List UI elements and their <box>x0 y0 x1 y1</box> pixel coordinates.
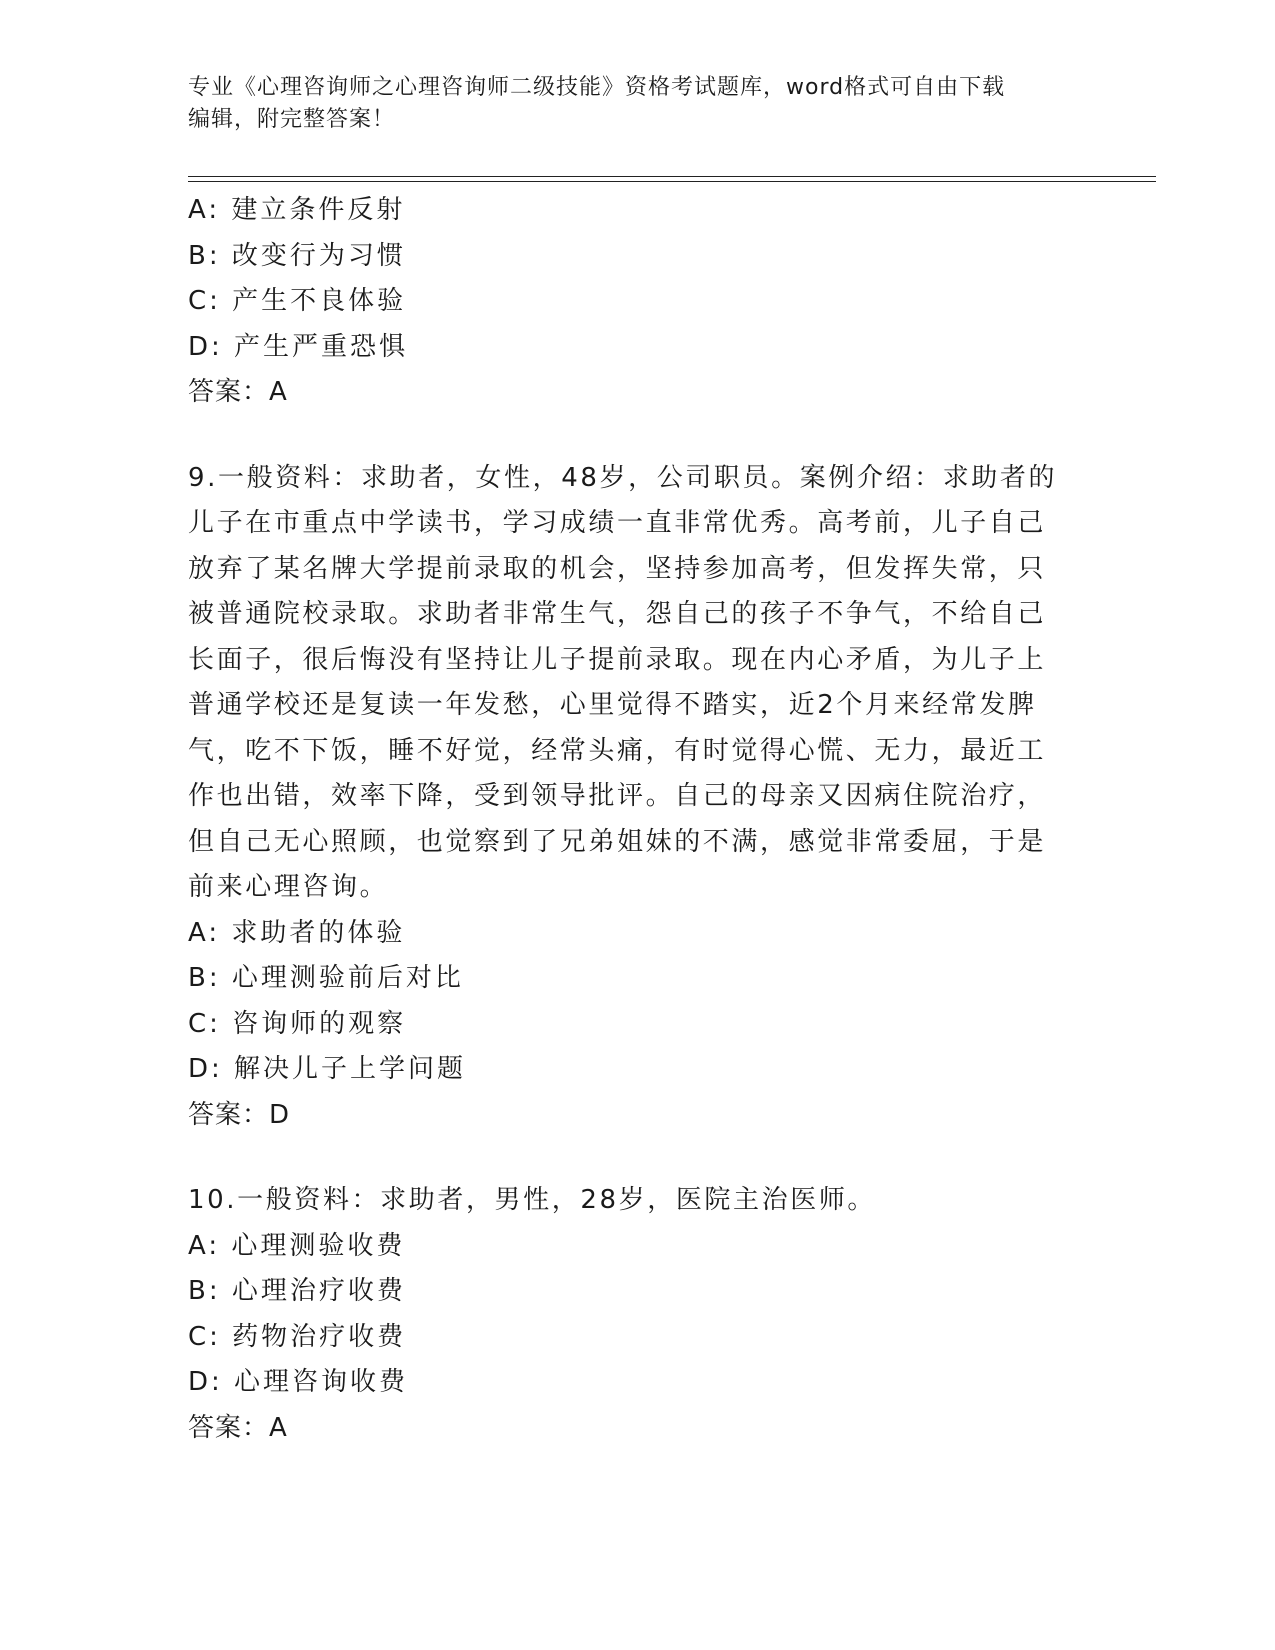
question-line: 长面子，很后悔没有坚持让儿子提前录取。现在内心矛盾，为儿子上 <box>188 644 1047 675</box>
header-line-1: 专业《心理咨询师之心理咨询师二级技能》资格考试题库，word格式可自由下载 <box>188 75 1006 100</box>
question-10-stem: 10.一般资料：求助者，男性，28岁，医院主治医师。 <box>188 1185 877 1215</box>
option-d: D: 解决儿子上学问题 <box>188 1054 467 1084</box>
option-c: C: 药物治疗收费 <box>188 1321 407 1352</box>
spacer <box>188 1138 1068 1178</box>
question-10-options <box>188 1224 1068 1406</box>
option-d: D: 产生严重恐惧 <box>188 331 409 362</box>
option-a: A: 心理测验收费 <box>188 1230 406 1261</box>
question-line: 作也出错，效率下降，受到领导批评。自己的母亲又因病住院治疗， <box>188 781 1047 811</box>
header-rule-top <box>188 176 1156 177</box>
option-a: A: 求助者的体验 <box>188 917 406 948</box>
header-line-2: 编辑，附完整答案！ <box>188 107 396 132</box>
question-line: 但自己无心照顾，也觉察到了兄弟姐妹的不满，感觉非常委屈，于是 <box>188 826 1047 857</box>
option-a: A: 建立条件反射 <box>188 195 406 225</box>
question-line: 被普通院校录取。求助者非常生气，怨自己的孩子不争气，不给自己 <box>188 599 1047 629</box>
spacer <box>188 416 1068 456</box>
question-line: 儿子在市重点中学读书，学习成绩一直非常优秀。高考前，儿子自己 <box>188 508 1047 538</box>
question-line: 气，吃不下饭，睡不好觉，经常头痛，有时觉得心慌、无力，最近工 <box>188 735 1047 766</box>
question-10-answer: 答案：A <box>188 1412 288 1443</box>
question-line: 前来心理咨询。 <box>188 872 389 902</box>
question-8-options <box>188 188 1068 370</box>
option-b: B: 改变行为习惯 <box>188 240 406 271</box>
option-c: C: 咨询师的观察 <box>188 1008 407 1039</box>
question-line: 普通学校还是复读一年发愁，心里觉得不踏实，近2个月来经常发脾 <box>188 690 1037 720</box>
option-c: C: 产生不良体验 <box>188 286 407 316</box>
question-9-answer: 答案：D <box>188 1099 291 1130</box>
header-rule-bottom <box>188 181 1156 182</box>
question-line: 9.一般资料：求助者，女性，48岁，公司职员。案例介绍：求助者的 <box>188 462 1058 493</box>
option-b: B: 心理测验前后对比 <box>188 963 464 993</box>
option-d: D: 心理咨询收费 <box>188 1367 409 1397</box>
document-body <box>188 188 1068 1451</box>
question-9-options <box>188 911 1068 1093</box>
page-header <box>188 72 1068 136</box>
option-b: B: 心理治疗收费 <box>188 1276 406 1306</box>
question-line: 放弃了某名牌大学提前录取的机会，坚持参加高考，但发挥失常，只 <box>188 553 1047 584</box>
question-8-answer: 答案：A <box>188 377 288 407</box>
question-9-stem <box>188 456 1068 911</box>
